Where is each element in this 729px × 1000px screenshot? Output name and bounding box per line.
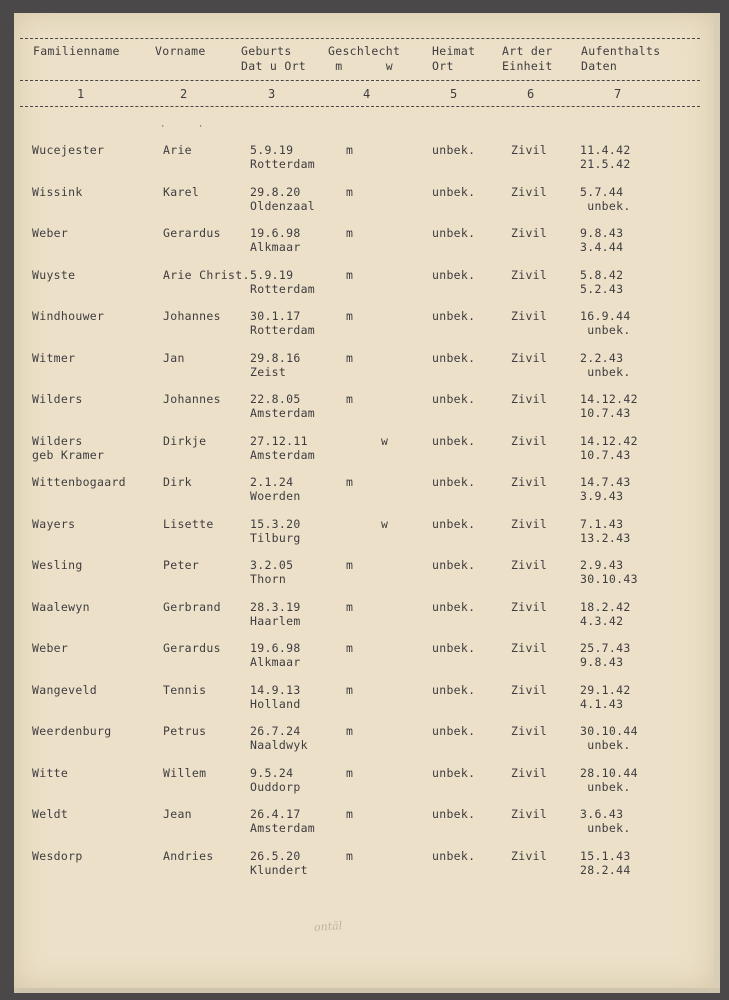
- geburt-ort: Thorn: [250, 572, 287, 586]
- aufenthalt-von: 2.9.43: [580, 558, 624, 572]
- aufenthalt-von: 14.12.42: [580, 433, 638, 448]
- cell-geschlecht-m: m: [346, 267, 354, 282]
- cell-heimat: unbek.: [432, 350, 476, 365]
- cell-einheit: Zivil: [511, 724, 548, 738]
- column-number: 7: [614, 87, 622, 101]
- geburt-datum: 30.1.17: [250, 309, 301, 323]
- aufenthalt-von: 5.8.42: [580, 267, 624, 282]
- cell-familienname: Witte: [32, 765, 69, 780]
- aufenthalt-von: 28.10.44: [580, 765, 638, 780]
- aufenthalt-von: 15.1.43: [580, 848, 631, 863]
- cell-heimat: unbek.: [432, 475, 476, 489]
- cell-einheit: Zivil: [511, 641, 548, 655]
- cell-heimat: unbek.: [432, 392, 476, 406]
- geburt-datum: 5.9.19: [250, 267, 294, 282]
- cell-vorname: Andries: [163, 848, 214, 863]
- cell-heimat: unbek.: [432, 267, 476, 282]
- cell-geschlecht-m: m: [346, 143, 354, 157]
- aufenthalt-bis: 3.9.43: [580, 489, 624, 503]
- cell-familienname: Weber: [32, 226, 69, 240]
- cell-einheit: Zivil: [511, 433, 548, 448]
- aufenthalt-bis: unbek.: [580, 821, 631, 835]
- cell-aufenthalt: [580, 309, 631, 337]
- geburt-datum: 29.8.20: [250, 184, 301, 199]
- page-edge: [714, 13, 720, 988]
- cell-familienname: Wucejester: [32, 143, 105, 157]
- cell-heimat: unbek.: [432, 641, 476, 655]
- header-geschlecht: Geschlecht m w: [328, 44, 401, 73]
- cell-geschlecht-m: m: [346, 309, 354, 323]
- header-heimat: Heimat Ort: [432, 44, 476, 73]
- cell-geschlecht-m: m: [346, 226, 354, 240]
- header-aufenthalt: Aufenthalts Daten: [581, 44, 661, 73]
- cell-einheit: Zivil: [511, 807, 548, 821]
- cell-vorname: Jan: [163, 350, 185, 365]
- geburt-datum: 5.9.19: [250, 143, 294, 157]
- cell-geburt: [250, 185, 315, 213]
- cell-familienname: Weerdenburg: [32, 724, 112, 738]
- cell-einheit: Zivil: [511, 392, 548, 406]
- cell-geburt: [250, 434, 315, 462]
- cell-heimat: unbek.: [432, 848, 476, 863]
- geburt-ort: Holland: [250, 696, 301, 711]
- cell-einheit: Zivil: [511, 516, 548, 531]
- cell-geschlecht-m: m: [346, 599, 354, 614]
- cell-aufenthalt: [580, 849, 631, 877]
- cell-einheit: Zivil: [511, 475, 548, 489]
- aufenthalt-von: 16.9.44: [580, 309, 631, 323]
- cell-vorname: Arie Christ.: [163, 267, 250, 282]
- cell-heimat: unbek.: [432, 724, 476, 738]
- cell-geburt: [250, 226, 301, 254]
- aufenthalt-von: 30.10.44: [580, 724, 638, 738]
- aufenthalt-bis: unbek.: [580, 364, 631, 379]
- aufenthalt-von: 18.2.42: [580, 599, 631, 614]
- cell-aufenthalt: [580, 766, 638, 794]
- cell-familienname: Weldt: [32, 807, 69, 821]
- cell-geschlecht-m: m: [346, 682, 354, 697]
- cell-aufenthalt: [580, 600, 631, 628]
- geburt-datum: 28.3.19: [250, 599, 301, 614]
- aufenthalt-von: 25.7.43: [580, 641, 631, 655]
- cell-einheit: Zivil: [511, 309, 548, 323]
- cell-heimat: unbek.: [432, 309, 476, 323]
- cell-aufenthalt: [580, 392, 638, 420]
- header-einheit: Art der Einheit: [502, 44, 553, 73]
- cell-aufenthalt: [580, 226, 623, 254]
- aufenthalt-bis: 10.7.43: [580, 406, 631, 420]
- aufenthalt-bis: 28.2.44: [580, 862, 631, 877]
- column-number: 6: [527, 87, 535, 101]
- column-number: 1: [77, 87, 85, 101]
- cell-familienname: Wilders geb Kramer: [32, 433, 105, 462]
- aufenthalt-von: 14.12.42: [580, 392, 638, 406]
- cell-familienname: Wesling: [32, 558, 83, 572]
- cell-aufenthalt: [580, 185, 631, 213]
- header-top-rule: [20, 38, 700, 39]
- geburt-datum: 9.5.24: [250, 765, 294, 780]
- header-geburts: Geburts Dat u Ort: [241, 44, 307, 73]
- cell-geburt: [250, 392, 315, 420]
- pencil-note: ontäl: [313, 919, 343, 934]
- cell-familienname: Wuyste: [32, 267, 76, 282]
- cell-heimat: unbek.: [432, 558, 476, 572]
- aufenthalt-bis: 10.7.43: [580, 447, 631, 462]
- column-number: 2: [180, 87, 188, 101]
- aufenthalt-von: 7.1.43: [580, 516, 624, 531]
- cell-einheit: Zivil: [511, 599, 548, 614]
- cell-aufenthalt: [580, 558, 638, 586]
- cell-geschlecht-m: m: [346, 724, 354, 738]
- cell-vorname: Dirkje: [163, 433, 207, 448]
- geburt-datum: 2.1.24: [250, 475, 294, 489]
- aufenthalt-bis: 3.4.44: [580, 240, 624, 254]
- cell-heimat: unbek.: [432, 433, 476, 448]
- geburt-datum: 22.8.05: [250, 392, 301, 406]
- cell-vorname: Gerardus: [163, 226, 221, 240]
- cell-geburt: [250, 766, 301, 794]
- geburt-ort: Amsterdam: [250, 406, 316, 420]
- aufenthalt-bis: 5.2.43: [580, 281, 624, 296]
- cell-familienname: Weber: [32, 641, 69, 655]
- cell-einheit: Zivil: [511, 558, 548, 572]
- cell-geschlecht-m: m: [346, 558, 354, 572]
- cell-heimat: unbek.: [432, 226, 476, 240]
- geburt-datum: 26.7.24: [250, 724, 301, 738]
- cell-familienname: Wissink: [32, 184, 83, 199]
- aufenthalt-von: 11.4.42: [580, 143, 631, 157]
- cell-aufenthalt: [580, 641, 631, 669]
- aufenthalt-bis: 21.5.42: [580, 157, 631, 171]
- geburt-datum: 29.8.16: [250, 350, 301, 365]
- cell-geburt: [250, 683, 301, 711]
- cell-vorname: Tennis: [163, 682, 207, 697]
- cell-aufenthalt: [580, 807, 631, 835]
- cell-geburt: [250, 641, 301, 669]
- cell-geburt: [250, 475, 301, 503]
- cell-geburt: [250, 517, 301, 545]
- cell-geburt: [250, 807, 315, 835]
- geburt-ort: Zeist: [250, 364, 287, 379]
- cell-familienname: Wesdorp: [32, 848, 83, 863]
- cell-heimat: unbek.: [432, 765, 476, 780]
- aufenthalt-bis: 9.8.43: [580, 655, 624, 669]
- cell-aufenthalt: [580, 351, 631, 379]
- cell-einheit: Zivil: [511, 267, 548, 282]
- geburt-ort: Amsterdam: [250, 447, 316, 462]
- cell-vorname: Jean: [163, 807, 192, 821]
- cell-aufenthalt: [580, 683, 631, 711]
- geburt-ort: Oldenzaal: [250, 198, 316, 213]
- page-edge-bottom: [14, 988, 720, 993]
- cell-familienname: Witmer: [32, 350, 76, 365]
- cell-geburt: [250, 351, 301, 379]
- cell-aufenthalt: [580, 434, 638, 462]
- column-number: 3: [268, 87, 276, 101]
- cell-einheit: Zivil: [511, 350, 548, 365]
- cell-einheit: Zivil: [511, 143, 548, 157]
- column-number: 5: [450, 87, 458, 101]
- cell-vorname: Willem: [163, 765, 207, 780]
- cell-geburt: [250, 849, 308, 877]
- cell-geburt: [250, 600, 301, 628]
- geburt-datum: 26.5.20: [250, 848, 301, 863]
- cell-vorname: Johannes: [163, 392, 221, 406]
- geburt-ort: Alkmaar: [250, 655, 301, 669]
- cell-aufenthalt: [580, 268, 623, 296]
- cell-einheit: Zivil: [511, 226, 548, 240]
- aufenthalt-von: 3.6.43: [580, 807, 624, 821]
- cell-heimat: unbek.: [432, 807, 476, 821]
- geburt-datum: 19.6.98: [250, 641, 301, 655]
- geburt-ort: Alkmaar: [250, 240, 301, 254]
- geburt-ort: Woerden: [250, 489, 301, 503]
- cell-vorname: Lisette: [163, 516, 214, 531]
- cell-geschlecht-m: m: [346, 807, 354, 821]
- aufenthalt-bis: unbek.: [580, 198, 631, 213]
- cell-vorname: Peter: [163, 558, 200, 572]
- geburt-ort: Klundert: [250, 862, 308, 877]
- geburt-datum: 3.2.05: [250, 558, 294, 572]
- cell-geschlecht-w: w: [381, 433, 389, 448]
- cell-familienname: Wittenbogaard: [32, 475, 126, 489]
- cell-geburt: [250, 309, 315, 337]
- aufenthalt-bis: unbek.: [580, 738, 631, 752]
- cell-aufenthalt: [580, 724, 638, 752]
- cell-heimat: unbek.: [432, 143, 476, 157]
- header-familienname: Familienname: [33, 44, 120, 58]
- cell-vorname: Dirk: [163, 475, 192, 489]
- geburt-datum: 26.4.17: [250, 807, 301, 821]
- geburt-ort: Rotterdam: [250, 157, 316, 171]
- aufenthalt-von: 14.7.43: [580, 475, 631, 489]
- cell-geburt: [250, 558, 293, 586]
- aufenthalt-von: 9.8.43: [580, 226, 624, 240]
- cell-geburt: [250, 143, 315, 171]
- geburt-ort: Haarlem: [250, 613, 301, 628]
- cell-aufenthalt: [580, 475, 631, 503]
- cell-vorname: Petrus: [163, 724, 207, 738]
- header-bottom-rule: [20, 106, 700, 107]
- cell-aufenthalt: [580, 517, 631, 545]
- header-vorname: Vorname: [155, 44, 206, 58]
- cell-einheit: Zivil: [511, 848, 548, 863]
- cell-geschlecht-m: m: [346, 350, 354, 365]
- geburt-datum: 27.12.11: [250, 433, 308, 448]
- aufenthalt-von: 2.2.43: [580, 350, 624, 365]
- cell-vorname: Karel: [163, 184, 200, 199]
- cell-geschlecht-m: m: [346, 765, 354, 780]
- geburt-datum: 14.9.13: [250, 682, 301, 697]
- cell-vorname: Johannes: [163, 309, 221, 323]
- geburt-ort: Tilburg: [250, 530, 301, 545]
- geburt-ort: Amsterdam: [250, 821, 316, 835]
- cell-einheit: Zivil: [511, 682, 548, 697]
- aufenthalt-bis: 4.3.42: [580, 613, 624, 628]
- cell-heimat: unbek.: [432, 184, 476, 199]
- cell-geschlecht-m: m: [346, 392, 354, 406]
- geburt-ort: Naaldwyk: [250, 738, 308, 752]
- cell-familienname: Wangeveld: [32, 682, 98, 697]
- cell-einheit: Zivil: [511, 765, 548, 780]
- geburt-datum: 19.6.98: [250, 226, 301, 240]
- aufenthalt-bis: 4.1.43: [580, 696, 624, 711]
- cell-geschlecht-m: m: [346, 475, 354, 489]
- aufenthalt-bis: unbek.: [580, 779, 631, 794]
- cell-geburt: [250, 724, 308, 752]
- cell-aufenthalt: [580, 143, 631, 171]
- geburt-ort: Ouddorp: [250, 779, 301, 794]
- geburt-ort: Rotterdam: [250, 281, 316, 296]
- cell-geburt: [250, 268, 315, 296]
- cell-heimat: unbek.: [432, 599, 476, 614]
- cell-geschlecht-m: m: [346, 848, 354, 863]
- header-mid-rule: [20, 80, 700, 81]
- aufenthalt-von: 29.1.42: [580, 682, 631, 697]
- cell-familienname: Waalewyn: [32, 599, 90, 614]
- column-number: 4: [363, 87, 371, 101]
- stray-marks: · ·: [160, 122, 204, 132]
- cell-vorname: Gerbrand: [163, 599, 221, 614]
- cell-einheit: Zivil: [511, 184, 548, 199]
- aufenthalt-bis: 13.2.43: [580, 530, 631, 545]
- geburt-ort: Rotterdam: [250, 323, 316, 337]
- aufenthalt-bis: unbek.: [580, 323, 631, 337]
- aufenthalt-von: 5.7.44: [580, 184, 624, 199]
- aufenthalt-bis: 30.10.43: [580, 572, 638, 586]
- cell-geschlecht-w: w: [381, 516, 389, 531]
- cell-familienname: Windhouwer: [32, 309, 105, 323]
- cell-vorname: Arie: [163, 143, 192, 157]
- cell-vorname: Gerardus: [163, 641, 221, 655]
- geburt-datum: 15.3.20: [250, 516, 301, 531]
- cell-familienname: Wayers: [32, 516, 76, 531]
- cell-geschlecht-m: m: [346, 184, 354, 199]
- cell-familienname: Wilders: [32, 392, 83, 406]
- cell-heimat: unbek.: [432, 682, 476, 697]
- cell-heimat: unbek.: [432, 516, 476, 531]
- cell-geschlecht-m: m: [346, 641, 354, 655]
